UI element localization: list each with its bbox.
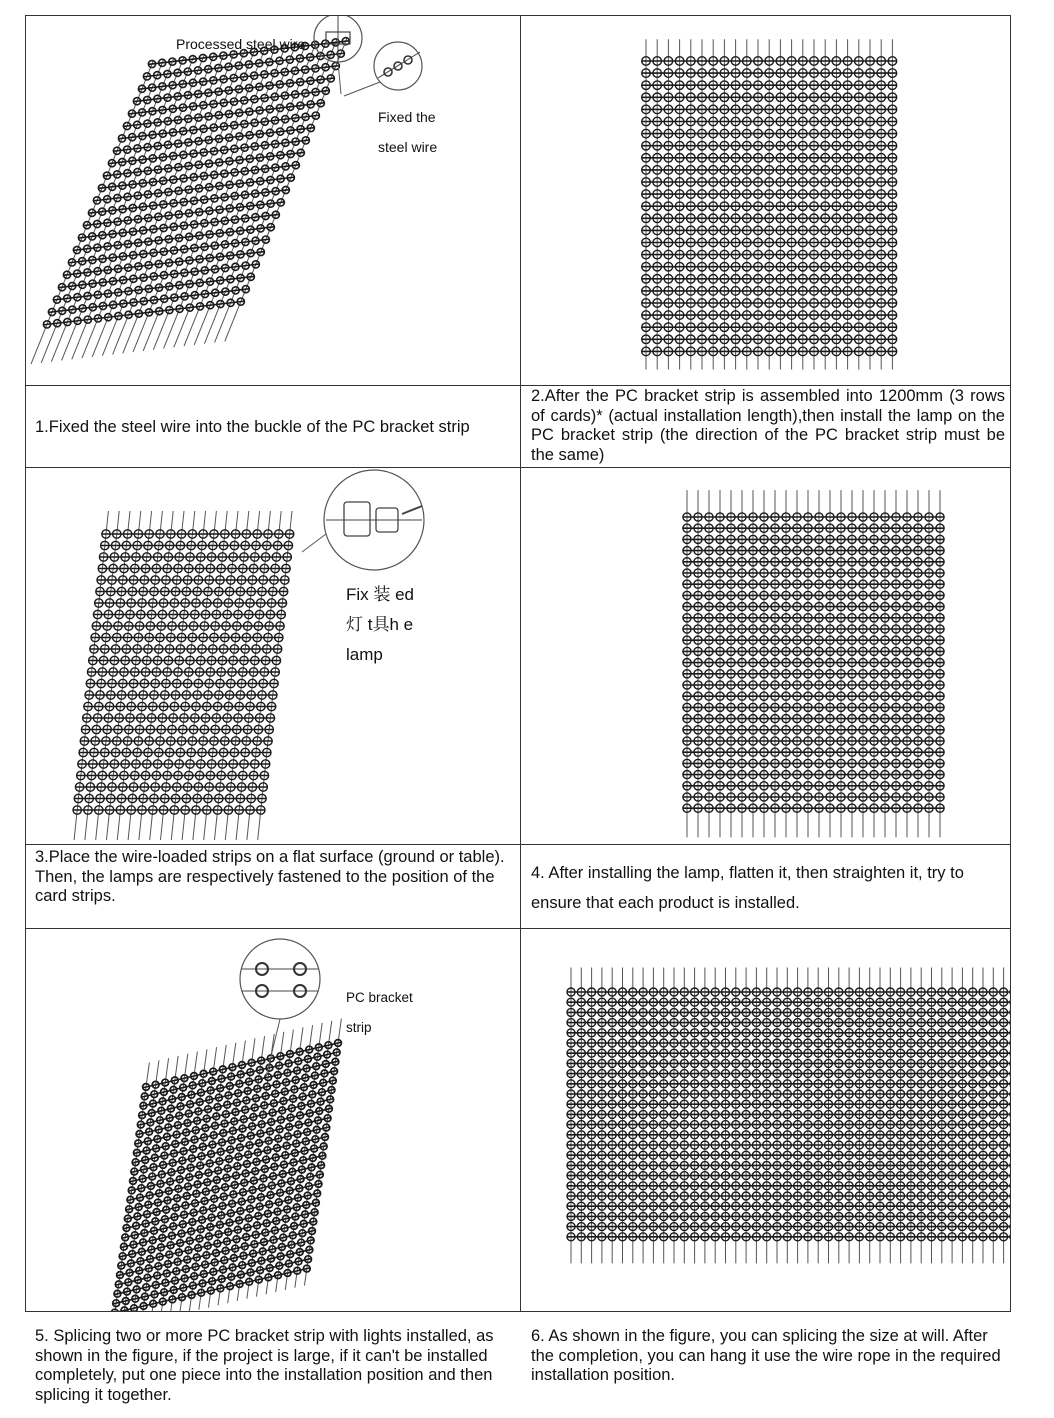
row-divider xyxy=(25,385,1011,386)
step-5-caption: 5. Splicing two or more PC bracket strip with lights installed, as shown in the figure, if the project is large, if it can't be installed completely, put one piece into the installation position and then splicing it together. xyxy=(35,1327,494,1404)
processed-steel-wire-label: Processed steel wire xyxy=(176,36,306,52)
step-4-illustration xyxy=(521,468,1010,844)
leader-line xyxy=(302,534,326,552)
step-6-illustration xyxy=(521,929,1010,1311)
mesh-figure-6 xyxy=(521,929,1010,1311)
bracket-mesh xyxy=(642,39,897,369)
step-1-illustration xyxy=(26,16,520,385)
step-5-illustration xyxy=(26,929,520,1311)
step-2-caption: 2.After the PC bracket strip is assembled into 1200mm (3 rows of cards)* (actual installation length),then install the lamp on the PC bracket strip (the direction of the PC bracket strip must be the same) xyxy=(531,387,1005,464)
step-1-caption: 1.Fixed the steel wire into the buckle of the PC bracket strip xyxy=(35,418,470,436)
mesh-figure-3 xyxy=(26,468,520,844)
step-6-caption: 6. As shown in the figure, you can splicing the size at will. After the completion, you can hang it use the wire rope in the required installation position. xyxy=(531,1327,1001,1384)
step-3-illustration xyxy=(26,468,520,844)
wire-detail-icon xyxy=(378,52,420,78)
bracket-mesh xyxy=(683,490,945,837)
bracket-mesh xyxy=(567,968,1010,1264)
mesh-figure-2 xyxy=(521,16,1010,385)
fix-lamp-label: Fix 装 ed 灯 t具h e lamp xyxy=(346,585,415,664)
fixed-steel-wire-label: Fixed the steel wire xyxy=(378,109,438,155)
bracket-mesh xyxy=(31,37,350,364)
tilted-mesh-figure-1 xyxy=(26,16,520,385)
step-2-illustration xyxy=(521,16,1010,385)
step-3-caption: 3.Place the wire-loaded strips on a flat surface (ground or table). Then, the lamps are respectively fastened to the position of the card strips. xyxy=(35,848,505,905)
mesh-figure-4 xyxy=(521,468,1010,844)
pc-bracket-strip-label: PC bracket strip xyxy=(346,990,413,1035)
step-4-caption: 4. After installing the lamp, flatten it, then straighten it, try to ensure that each product is installed. xyxy=(531,864,964,912)
bracket-mesh xyxy=(73,511,294,840)
mesh-figure-5 xyxy=(26,929,520,1311)
detail-magnifier-circle xyxy=(240,939,320,1019)
leader-line xyxy=(344,82,380,96)
row-divider xyxy=(25,844,1011,845)
bracket-mesh xyxy=(111,1019,342,1311)
